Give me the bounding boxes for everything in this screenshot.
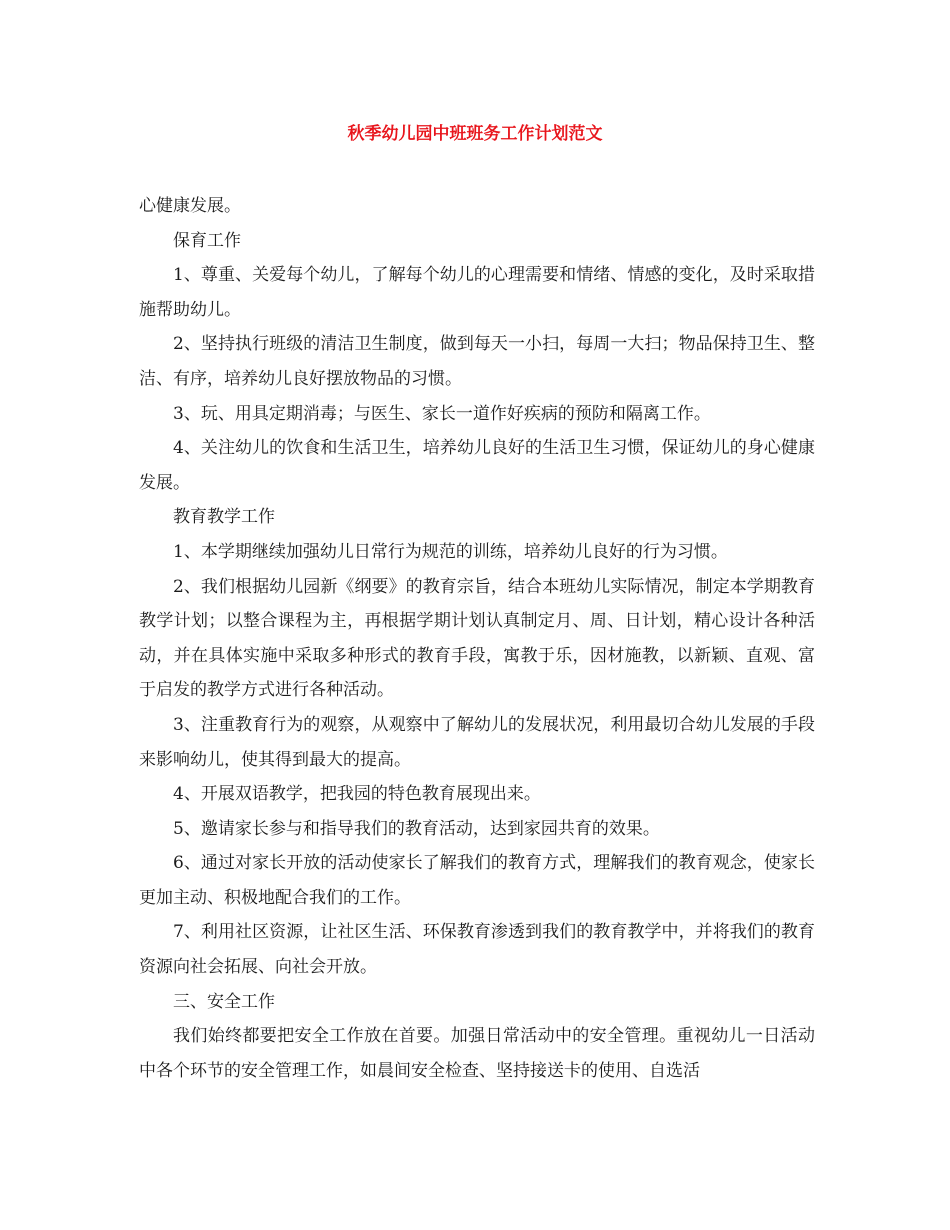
paragraph: 2、坚持执行班级的清洁卫生制度，做到每天一小扫，每周一大扫；物品保持卫生、整洁、有序，培养幼儿良好摆放物品的习惯。 [139, 334, 815, 389]
paragraph: 3、注重教育行为的观察，从观察中了解幼儿的发展状况，利用最切合幼儿发展的手段来影响幼儿，使其得到最大的提高。 [139, 714, 815, 770]
paragraph: 4、关注幼儿的饮食和生活卫生，培养幼儿良好的生活卫生习惯，保证幼儿的身心健康发展。 [139, 438, 815, 493]
section-heading-safety: 三、安全工作 [173, 991, 275, 1012]
section-heading-teaching: 教育教学工作 [173, 507, 275, 528]
paragraph: 我们始终都要把安全工作放在首要。加强日常活动中的安全管理。重视幼儿一日活动中各个环节的安全管理工作，如晨间安全检查、坚持接送卡的使用、自选活 [139, 1026, 815, 1081]
paragraph: 5、邀请家长参与和指导我们的教育活动，达到家园共育的效果。 [173, 818, 660, 839]
section-heading-care: 保育工作 [173, 230, 241, 251]
document-body [139, 189, 815, 1088]
paragraph: 6、通过对家长开放的活动使家长了解我们的教育方式，理解我们的教育观念，使家长更加主动、积极地配合我们的工作。 [139, 853, 815, 908]
paragraph: 3、玩、用具定期消毒；与医生、家长一道作好疾病的预防和隔离工作。 [173, 403, 711, 424]
paragraph: 7、利用社区资源，让社区生活、环保教育渗透到我们的教育教学中，并将我们的教育资源向社会拓展、向社会开放。 [139, 922, 815, 978]
paragraph: 1、尊重、关爱每个幼儿，了解每个幼儿的心理需要和情绪、情感的变化，及时采取措施帮助幼儿。 [139, 265, 815, 320]
document-title: 秋季幼儿园中班班务工作计划范文 [347, 124, 603, 144]
paragraph: 1、本学期继续加强幼儿日常行为规范的训练，培养幼儿良好的行为习惯。 [173, 541, 728, 562]
paragraph: 心健康发展。 [139, 196, 241, 216]
paragraph: 2、我们根据幼儿园新《纲要》的教育宗旨，结合本班幼儿实际情况，制定本学期教育教学计划；以整合课程为主，再根据学期计划认真制定月、周、日计划，精心设计各种活动，并在具体实施中采取多种形式的教育手段，寓教于乐，因材施教，以新颖、直观、富于启发的教学方式进行各种活动。 [139, 576, 815, 701]
paragraph: 4、开展双语教学，把我园的特色教育展现出来。 [173, 784, 541, 805]
